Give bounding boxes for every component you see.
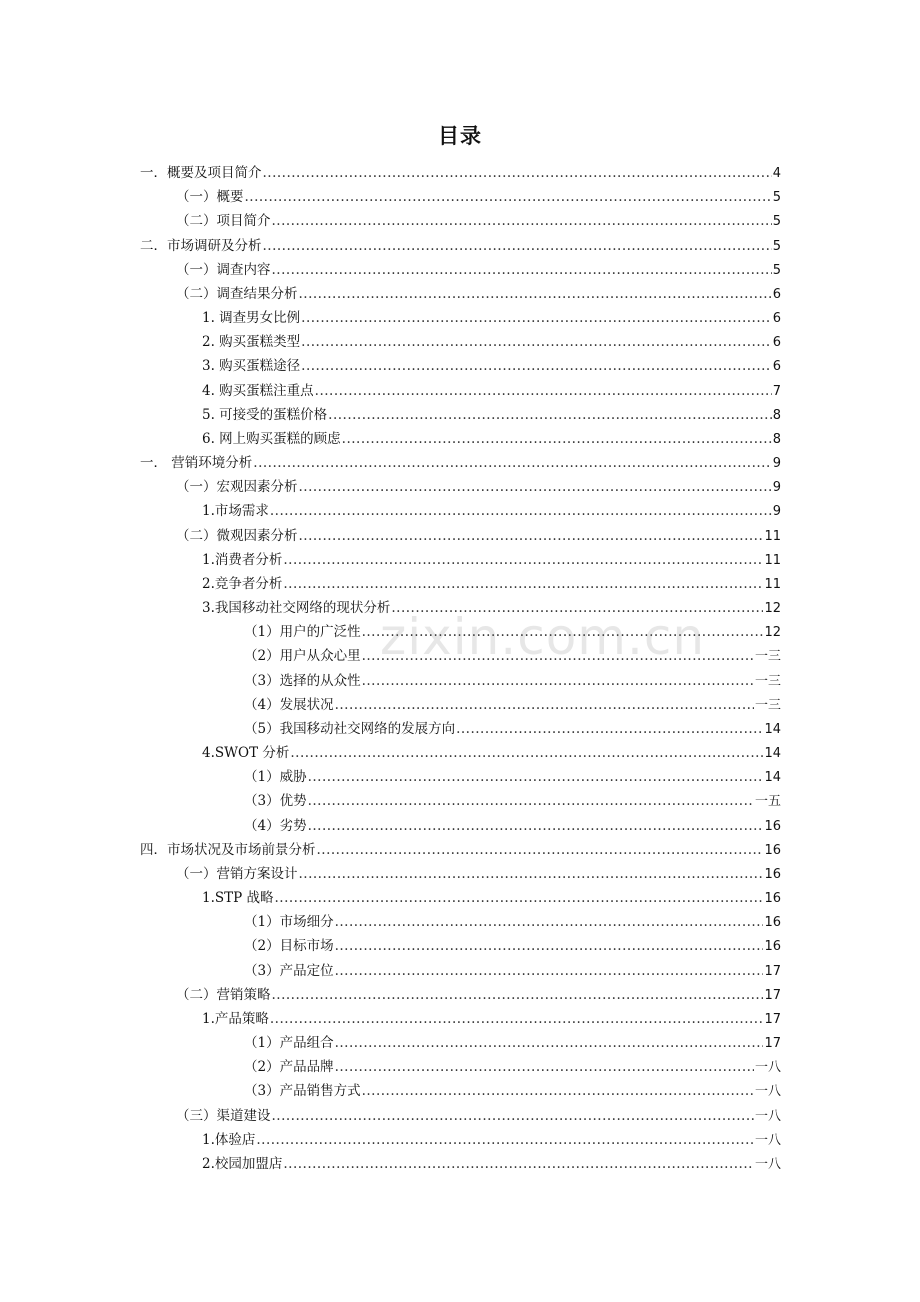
toc-entry-text: （2）用户从众心里 [244,648,361,665]
toc-entry-text: 四．市场状况及市场前景分析 [140,841,316,858]
toc-entry[interactable] [202,332,781,352]
toc-leader-dots [308,816,764,836]
toc-page-number: 16 [764,818,781,834]
toc-leader-dots [270,1009,764,1029]
toc-entry-text: （4）劣势 [244,817,307,834]
toc-page-number: 9 [772,504,781,520]
toc-entry-text: 4.SWOT 分析 [202,745,290,762]
toc-leader-dots [253,453,771,473]
toc-entry-text: （一）宏观因素分析 [176,479,298,496]
toc-entry-text: 5. 可接受的蛋糕价格 [202,406,328,423]
toc-entry-text: 一．概要及项目简介 [140,165,262,181]
toc-page-number: 11 [764,552,781,568]
toc-entry-text: 二．市场调研及分析 [140,237,262,254]
toc-leader-dots [335,912,764,932]
toc-entry[interactable] [244,1057,781,1077]
toc-entry[interactable] [202,1130,781,1150]
toc-entry[interactable] [244,767,781,787]
toc-leader-dots [283,574,763,594]
toc-entry[interactable] [202,1009,781,1029]
toc-entry-text: 1.体验店 [202,1131,256,1148]
toc-page-number: 一八 [754,1084,781,1100]
toc-leader-dots [263,163,772,183]
toc-leader-dots [391,598,763,618]
toc-entry[interactable] [202,381,781,401]
toc-entry[interactable] [176,985,781,1005]
toc-entry-text: （二）微观因素分析 [176,527,298,544]
toc-leader-dots [362,646,754,666]
toc-entry-text: （2）目标市场 [244,938,334,955]
toc-leader-dots [456,719,763,739]
toc-entry[interactable] [140,236,781,256]
toc-page-number: 一八 [754,1132,781,1148]
toc-page-number: 一八 [754,1060,781,1076]
watermark: zixin.com.cn [380,608,706,666]
toc-page-number: 16 [764,842,781,858]
toc-leader-dots [299,526,764,546]
toc-leader-dots [362,671,754,691]
toc-entry[interactable] [140,163,781,183]
toc-entry[interactable] [244,1033,781,1053]
toc-entry[interactable] [244,695,781,715]
toc-page-number: 12 [764,601,781,617]
toc-entry[interactable] [140,840,781,860]
toc-leader-dots [342,429,772,449]
toc-page-number: 一三 [754,673,781,689]
toc-entry-text: （一）调查内容 [176,261,271,278]
toc-entry-text: 1.市场需求 [202,503,269,520]
toc-leader-dots [272,985,764,1005]
toc-leader-dots [301,308,772,328]
toc-page-number: 8 [772,407,781,423]
toc-entry-text: （二）营销策略 [176,986,271,1003]
toc-leader-dots [335,1033,764,1053]
toc-entry-text: （4）发展状况 [244,696,334,713]
toc-entry-text: 1.STP 战略 [202,890,274,907]
toc-page-number: 5 [772,190,781,206]
toc-entry-text: （5）我国移动社交网络的发展方向 [244,720,456,737]
toc-entry-text: 1. 调查男女比例 [202,310,301,327]
toc-entry[interactable] [244,1081,781,1101]
toc-leader-dots [290,743,763,763]
toc-entry[interactable] [244,912,781,932]
toc-page-number: 16 [764,915,781,931]
toc-entry-text: 2. 购买蛋糕类型 [202,334,301,351]
toc-entry[interactable] [202,429,781,449]
toc-leader-dots [335,695,754,715]
toc-entry-text: 一． 营销环境分析 [140,455,253,472]
toc-entry-text: （1）用户的广泛性 [244,624,361,641]
toc-entry-text: （三）渠道建设 [176,1107,271,1124]
toc-entry[interactable] [202,405,781,425]
toc-page-number: 6 [772,335,781,351]
toc-entry-text: 6. 网上购买蛋糕的顾虑 [202,430,341,447]
toc-leader-dots [272,211,772,231]
toc-entry-text: 1.产品策略 [202,1010,269,1027]
toc-entry[interactable] [176,1106,781,1126]
toc-entry[interactable] [176,187,781,207]
toc-entry-text: （2）产品品牌 [244,1059,334,1076]
toc-entry[interactable] [176,260,781,280]
toc-page-number: 8 [772,431,781,447]
toc-entry[interactable] [176,477,781,497]
toc-leader-dots [272,260,772,280]
toc-entry-text: （3）优势 [244,793,307,810]
toc-entry-text: 3.我国移动社交网络的现状分析 [202,600,391,617]
toc-entry-text: 4. 购买蛋糕注重点 [202,382,314,399]
toc-page-number: 17 [764,987,781,1003]
toc-entry[interactable] [176,864,781,884]
toc-page-number: 17 [764,963,781,979]
toc-entry[interactable] [244,961,781,981]
toc-page-number: 9 [772,456,781,472]
toc-entry[interactable] [202,598,781,618]
toc-entry[interactable] [244,671,781,691]
toc-entry-text: （一）概要 [176,189,244,206]
toc-page-number: 17 [764,1036,781,1052]
toc-leader-dots [317,840,764,860]
toc-entry[interactable] [202,743,781,763]
toc-entry-text: （二）调查结果分析 [176,285,298,302]
toc-entry[interactable] [244,622,781,642]
toc-leader-dots [275,888,764,908]
toc-entry[interactable] [140,453,781,473]
toc-entry[interactable] [202,308,781,328]
toc-entry[interactable] [176,211,781,231]
toc-page-number: 7 [772,383,781,399]
toc-entry-text: （3）产品销售方式 [244,1083,361,1100]
toc-leader-dots [301,356,772,376]
toc-page-number: 14 [764,746,781,762]
toc-page-number: 16 [764,891,781,907]
toc-entry-text: （1）产品组合 [244,1035,334,1052]
toc-page-number: 11 [764,576,781,592]
toc-leader-dots [315,381,772,401]
toc-page-number: 一三 [754,697,781,713]
toc-leader-dots [335,961,764,981]
toc-leader-dots [270,501,772,521]
page-title: 目录 [438,124,482,148]
toc-entry[interactable] [202,574,781,594]
toc-page-number: 12 [764,625,781,641]
toc-entry[interactable] [202,356,781,376]
toc-leader-dots [256,1130,754,1150]
toc-leader-dots [299,284,772,304]
toc-page-number: 16 [764,866,781,882]
toc-page-number: 6 [772,359,781,375]
toc-entry-text: （3）选择的从众性 [244,672,361,689]
toc-leader-dots [283,1154,754,1174]
toc-entry[interactable] [176,526,781,546]
toc-page-number: 一三 [754,649,781,665]
toc-leader-dots [263,236,772,256]
toc-page-number: 一八 [754,1108,781,1124]
toc-page-number: 4 [772,166,781,181]
toc-page-number: 一八 [754,1156,781,1172]
toc-leader-dots [335,936,764,956]
toc-entry[interactable] [244,646,781,666]
toc-entry[interactable] [202,501,781,521]
toc-page-number: 11 [764,528,781,544]
toc-entry-text: （二）项目简介 [176,213,271,230]
toc-page-number: 6 [772,311,781,327]
toc-leader-dots [308,791,754,811]
toc-page-number: 一五 [754,794,781,810]
toc-leader-dots [283,550,763,570]
toc-entry[interactable] [176,284,781,304]
toc-page-number: 16 [764,939,781,955]
toc-entry[interactable] [244,936,781,956]
toc-leader-dots [245,187,772,207]
toc-entry[interactable] [202,1154,781,1174]
toc-entry[interactable] [244,816,781,836]
toc-entry-text: （1）威胁 [244,769,307,786]
toc-leader-dots [335,1057,754,1077]
toc-entry[interactable] [202,888,781,908]
toc-entry-text: （一）营销方案设计 [176,865,298,882]
toc-page-number: 5 [772,214,781,230]
toc-entry[interactable] [244,791,781,811]
toc-leader-dots [272,1106,754,1126]
toc-leader-dots [299,477,772,497]
toc-page-number: 14 [764,770,781,786]
toc-entry[interactable] [244,719,781,739]
toc-entry-text: 3. 购买蛋糕途径 [202,358,301,375]
toc-page-number: 5 [772,238,781,254]
toc-page-number: 6 [772,286,781,302]
toc-leader-dots [301,332,772,352]
toc-page-number: 17 [764,1011,781,1027]
toc-entry-text: （1）市场细分 [244,914,334,931]
toc-leader-dots [308,767,764,787]
toc-leader-dots [328,405,772,425]
toc-entry-text: 2.竞争者分析 [202,575,283,592]
toc-leader-dots [362,1081,754,1101]
toc-leader-dots [362,622,764,642]
toc-entry-text: 2.校园加盟店 [202,1155,283,1172]
toc-entry-text: （3）产品定位 [244,962,334,979]
toc-entry[interactable] [202,550,781,570]
toc-page-number: 9 [772,480,781,496]
toc-page-number: 5 [772,262,781,278]
toc-leader-dots [299,864,764,884]
toc-page-number: 14 [764,721,781,737]
toc-entry-text: 1.消费者分析 [202,551,283,568]
